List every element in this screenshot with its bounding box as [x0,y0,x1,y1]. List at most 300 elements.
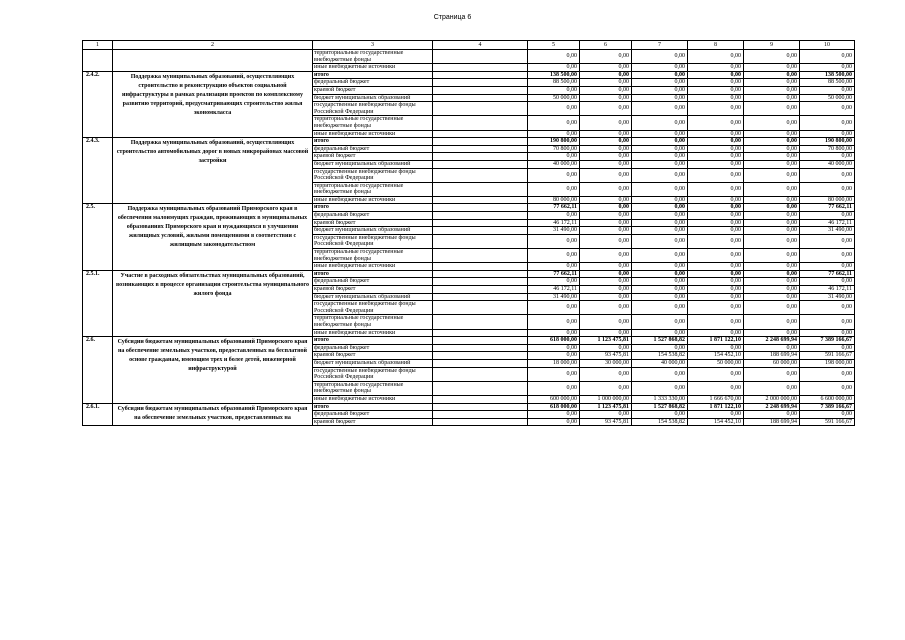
amount-cell: 0,00 [744,367,800,381]
funding-source: государственные внебюджетные фонды Российской Федерации [313,234,433,248]
row-code [83,50,113,72]
row-code: 2.4.3. [83,138,113,204]
amount-cell: 0,00 [688,94,744,102]
table-row [83,204,855,212]
amount-cell: 0,00 [580,153,632,161]
amount-cell: 0,00 [744,315,800,329]
amount-cell: 0,00 [688,278,744,286]
amount-cell: 77 662,11 [800,204,855,212]
funding-source: краевой бюджет [313,352,433,360]
amount-cell: 0,00 [800,64,855,72]
amount-cell [433,315,528,329]
funding-source: территориальные государственные внебюджетные фонды [313,315,433,329]
amount-cell: 0,00 [632,381,688,395]
amount-cell: 40 000,00 [528,160,580,168]
amount-cell [433,352,528,360]
amount-cell: 0,00 [632,102,688,116]
amount-cell: 190 800,00 [800,138,855,146]
amount-cell: 0,00 [688,102,744,116]
amount-cell: 0,00 [580,71,632,79]
amount-cell: 0,00 [528,234,580,248]
amount-cell: 190 800,00 [528,138,580,146]
amount-cell: 77 662,11 [800,270,855,278]
measure-name: Участие в расходных обязательствах муниципальных образований, возникающих в процессе организации строительства муниципального жилого фонда [113,270,313,336]
amount-cell: 0,00 [744,50,800,64]
amount-cell: 0,00 [744,219,800,227]
row-code: 2.6.1. [83,403,113,426]
amount-cell: 0,00 [580,102,632,116]
amount-cell: 0,00 [800,86,855,94]
amount-cell: 0,00 [580,94,632,102]
amount-cell: 0,00 [580,301,632,315]
column-number: 7 [632,41,688,50]
funding-source: территориальные государственные внебюджетные фонды [313,182,433,196]
amount-cell [433,301,528,315]
column-number-row [83,41,855,50]
funding-source: итого [313,204,433,212]
funding-source: федеральный бюджет [313,79,433,87]
amount-cell: 2 000 000,00 [744,395,800,403]
amount-cell: 0,00 [580,411,632,419]
amount-cell: 154 452,10 [688,418,744,426]
amount-cell: 0,00 [688,79,744,87]
amount-cell: 618 000,00 [528,337,580,345]
amount-cell: 0,00 [688,381,744,395]
amount-cell: 1 000 000,00 [580,395,632,403]
amount-cell: 0,00 [632,64,688,72]
amount-cell: 0,00 [800,315,855,329]
amount-cell: 31 490,00 [528,227,580,235]
amount-cell: 198 000,00 [800,359,855,367]
amount-cell [433,219,528,227]
funding-source: федеральный бюджет [313,145,433,153]
amount-cell: 70 800,00 [800,145,855,153]
amount-cell: 0,00 [744,168,800,182]
amount-cell: 154 452,10 [688,352,744,360]
amount-cell [433,64,528,72]
amount-cell: 0,00 [744,381,800,395]
amount-cell: 600 000,00 [528,395,580,403]
amount-cell: 0,00 [632,50,688,64]
page-header: Страница 6 [433,14,472,21]
amount-cell: 0,00 [580,145,632,153]
amount-cell: 0,00 [800,367,855,381]
amount-cell: 138 500,00 [800,71,855,79]
amount-cell: 591 166,67 [800,352,855,360]
amount-cell: 0,00 [528,50,580,64]
amount-cell: 0,00 [580,79,632,87]
amount-cell: 93 475,81 [580,352,632,360]
amount-cell: 0,00 [528,344,580,352]
column-number: 6 [580,41,632,50]
amount-cell: 0,00 [580,212,632,220]
funding-source: иные внебюджетные источники [313,329,433,337]
amount-cell: 0,00 [688,160,744,168]
funding-source: государственные внебюджетные фонды Российской Федерации [313,367,433,381]
amount-cell: 1 871 122,10 [688,337,744,345]
amount-cell: 0,00 [744,102,800,116]
table-row [83,138,855,146]
amount-cell: 0,00 [580,160,632,168]
amount-cell [433,145,528,153]
amount-cell: 0,00 [632,116,688,130]
amount-cell: 0,00 [528,367,580,381]
amount-cell: 0,00 [800,116,855,130]
funding-source: федеральный бюджет [313,411,433,419]
amount-cell: 0,00 [800,329,855,337]
column-number: 3 [313,41,433,50]
amount-cell: 2 248 699,94 [744,403,800,411]
amount-cell: 0,00 [800,411,855,419]
amount-cell: 0,00 [580,367,632,381]
amount-cell: 0,00 [800,344,855,352]
amount-cell: 138 500,00 [528,71,580,79]
amount-cell [433,403,528,411]
amount-cell [433,395,528,403]
funding-source: федеральный бюджет [313,278,433,286]
funding-source: итого [313,138,433,146]
funding-source: краевой бюджет [313,219,433,227]
funding-source: иные внебюджетные источники [313,395,433,403]
amount-cell: 0,00 [632,249,688,263]
amount-cell: 1 333 330,00 [632,395,688,403]
funding-source: краевой бюджет [313,418,433,426]
amount-cell: 0,00 [688,286,744,294]
amount-cell: 31 490,00 [528,293,580,301]
amount-cell [433,212,528,220]
amount-cell: 0,00 [632,94,688,102]
amount-cell: 77 662,11 [528,270,580,278]
amount-cell: 40 000,00 [800,160,855,168]
amount-cell [433,270,528,278]
amount-cell: 46 172,11 [800,286,855,294]
amount-cell: 1 123 475,81 [580,337,632,345]
amount-cell: 0,00 [528,153,580,161]
amount-cell: 0,00 [744,79,800,87]
amount-cell: 0,00 [688,270,744,278]
amount-cell: 0,00 [528,249,580,263]
amount-cell: 0,00 [580,381,632,395]
amount-cell: 0,00 [632,278,688,286]
amount-cell: 0,00 [580,249,632,263]
amount-cell [433,130,528,138]
amount-cell [433,116,528,130]
funding-source: бюджет муниципальных образований [313,293,433,301]
amount-cell: 0,00 [528,278,580,286]
amount-cell: 1 666 670,00 [688,395,744,403]
amount-cell: 0,00 [632,301,688,315]
amount-cell: 0,00 [688,182,744,196]
amount-cell: 0,00 [632,71,688,79]
amount-cell: 0,00 [632,145,688,153]
amount-cell: 0,00 [632,204,688,212]
funding-source: иные внебюджетные источники [313,196,433,204]
row-code: 2.6. [83,337,113,403]
amount-cell: 188 699,94 [744,418,800,426]
amount-cell: 0,00 [688,411,744,419]
amount-cell: 0,00 [688,219,744,227]
amount-cell: 0,00 [744,116,800,130]
column-number: 2 [113,41,313,50]
amount-cell: 0,00 [528,86,580,94]
amount-cell: 0,00 [528,352,580,360]
amount-cell: 1 527 868,82 [632,337,688,345]
amount-cell: 0,00 [744,153,800,161]
funding-source: территориальные государственные внебюджетные фонды [313,50,433,64]
amount-cell: 0,00 [800,102,855,116]
amount-cell: 0,00 [688,367,744,381]
amount-cell: 0,00 [632,293,688,301]
amount-cell: 0,00 [632,79,688,87]
amount-cell: 0,00 [744,411,800,419]
amount-cell: 0,00 [744,94,800,102]
amount-cell [433,263,528,271]
measure-name: Поддержка муниципальных образований, осуществляющих строительство и реконструкцию объектов социальной инфраструктуры в рамках реализации проектов по комплексному развитию территорий, предусматривающих строительство жилья экономкласса [113,71,313,137]
funding-source: краевой бюджет [313,286,433,294]
amount-cell: 0,00 [632,182,688,196]
amount-cell: 50 000,00 [800,94,855,102]
budget-table [82,40,855,426]
amount-cell: 0,00 [632,315,688,329]
amount-cell [433,102,528,116]
amount-cell: 0,00 [528,64,580,72]
amount-cell: 0,00 [688,116,744,130]
funding-source: иные внебюджетные источники [313,64,433,72]
amount-cell: 0,00 [688,249,744,263]
column-number: 10 [800,41,855,50]
funding-source: государственные внебюджетные фонды Российской Федерации [313,102,433,116]
amount-cell [433,153,528,161]
measure-name [113,50,313,72]
amount-cell: 0,00 [744,227,800,235]
amount-cell: 0,00 [580,168,632,182]
amount-cell: 31 490,00 [800,293,855,301]
amount-cell: 0,00 [632,270,688,278]
amount-cell: 0,00 [688,234,744,248]
amount-cell [433,182,528,196]
amount-cell: 0,00 [800,212,855,220]
amount-cell: 0,00 [800,153,855,161]
column-number: 5 [528,41,580,50]
amount-cell: 0,00 [632,219,688,227]
amount-cell: 154 538,82 [632,418,688,426]
amount-cell: 0,00 [688,64,744,72]
amount-cell: 0,00 [688,145,744,153]
amount-cell: 0,00 [580,227,632,235]
amount-cell: 0,00 [800,249,855,263]
amount-cell: 0,00 [580,293,632,301]
amount-cell [433,293,528,301]
amount-cell: 0,00 [528,168,580,182]
amount-cell: 0,00 [688,315,744,329]
amount-cell: 0,00 [528,263,580,271]
amount-cell: 0,00 [580,116,632,130]
amount-cell: 0,00 [580,278,632,286]
amount-cell: 0,00 [688,263,744,271]
amount-cell: 1 123 475,81 [580,403,632,411]
amount-cell: 88 500,00 [800,79,855,87]
amount-cell: 0,00 [632,286,688,294]
amount-cell: 0,00 [744,234,800,248]
table-row [83,337,855,345]
amount-cell: 0,00 [800,168,855,182]
amount-cell: 0,00 [632,411,688,419]
amount-cell: 0,00 [580,130,632,138]
column-number: 9 [744,41,800,50]
amount-cell: 0,00 [688,71,744,79]
amount-cell: 0,00 [744,196,800,204]
amount-cell [433,86,528,94]
funding-source: территориальные государственные внебюджетные фонды [313,249,433,263]
amount-cell: 0,00 [744,145,800,153]
amount-cell: 0,00 [580,286,632,294]
amount-cell: 0,00 [632,263,688,271]
amount-cell: 0,00 [744,329,800,337]
amount-cell: 154 538,82 [632,352,688,360]
amount-cell: 1 527 868,82 [632,403,688,411]
row-code: 2.5.1. [83,270,113,336]
amount-cell: 0,00 [528,130,580,138]
amount-cell [433,79,528,87]
amount-cell: 18 000,00 [528,359,580,367]
funding-source: государственные внебюджетные фонды Российской Федерации [313,301,433,315]
amount-cell: 0,00 [800,381,855,395]
amount-cell: 7 389 166,67 [800,403,855,411]
amount-cell: 0,00 [528,301,580,315]
funding-source: итого [313,71,433,79]
amount-cell: 0,00 [632,196,688,204]
amount-cell: 70 800,00 [528,145,580,153]
amount-cell: 50 000,00 [528,94,580,102]
amount-cell: 77 662,11 [528,204,580,212]
amount-cell: 0,00 [528,182,580,196]
amount-cell: 0,00 [528,329,580,337]
amount-cell: 46 172,11 [800,219,855,227]
amount-cell: 88 500,00 [528,79,580,87]
amount-cell: 40 000,00 [632,359,688,367]
amount-cell: 0,00 [744,263,800,271]
amount-cell: 31 490,00 [800,227,855,235]
amount-cell: 0,00 [688,168,744,182]
amount-cell: 0,00 [528,381,580,395]
funding-source: федеральный бюджет [313,212,433,220]
funding-source: территориальные государственные внебюджетные фонды [313,381,433,395]
amount-cell: 0,00 [580,86,632,94]
amount-cell: 60 000,00 [744,359,800,367]
amount-cell: 0,00 [744,344,800,352]
amount-cell [433,196,528,204]
amount-cell [433,367,528,381]
amount-cell [433,286,528,294]
funding-source: бюджет муниципальных образований [313,94,433,102]
amount-cell: 0,00 [632,168,688,182]
amount-cell: 0,00 [744,182,800,196]
measure-name: Поддержка муниципальных образований, осуществляющих строительство автомобильных дорог в новых микрорайонах массовой застройки [113,138,313,204]
amount-cell [433,418,528,426]
row-code: 2.5. [83,204,113,270]
amount-cell: 0,00 [688,130,744,138]
amount-cell: 0,00 [744,86,800,94]
amount-cell: 0,00 [580,64,632,72]
amount-cell: 0,00 [632,153,688,161]
amount-cell: 0,00 [688,227,744,235]
table-row [83,270,855,278]
amount-cell: 0,00 [632,367,688,381]
amount-cell: 0,00 [744,160,800,168]
amount-cell [433,344,528,352]
amount-cell: 0,00 [744,293,800,301]
amount-cell: 0,00 [632,160,688,168]
amount-cell [433,249,528,263]
amount-cell: 0,00 [632,329,688,337]
amount-cell [433,411,528,419]
amount-cell [433,71,528,79]
funding-source: федеральный бюджет [313,344,433,352]
amount-cell: 0,00 [800,130,855,138]
amount-cell: 0,00 [688,196,744,204]
table-row [83,71,855,79]
amount-cell: 0,00 [580,234,632,248]
amount-cell: 0,00 [744,286,800,294]
amount-cell: 30 000,00 [580,359,632,367]
amount-cell: 0,00 [580,263,632,271]
amount-cell [433,204,528,212]
amount-cell: 0,00 [744,212,800,220]
amount-cell: 0,00 [528,102,580,116]
amount-cell: 2 248 699,94 [744,337,800,345]
table-row [83,50,855,64]
funding-source: иные внебюджетные источники [313,130,433,138]
amount-cell: 0,00 [580,196,632,204]
amount-cell: 0,00 [580,50,632,64]
funding-source: иные внебюджетные источники [313,263,433,271]
table-row [83,403,855,411]
amount-cell: 0,00 [800,301,855,315]
amount-cell: 0,00 [744,204,800,212]
funding-source: краевой бюджет [313,153,433,161]
amount-cell: 0,00 [580,344,632,352]
amount-cell: 0,00 [688,301,744,315]
amount-cell: 7 389 166,67 [800,337,855,345]
amount-cell: 591 166,67 [800,418,855,426]
amount-cell: 0,00 [688,344,744,352]
amount-cell: 0,00 [744,130,800,138]
amount-cell [433,329,528,337]
amount-cell: 0,00 [800,182,855,196]
funding-source: итого [313,337,433,345]
amount-cell: 0,00 [528,315,580,329]
amount-cell: 0,00 [688,293,744,301]
amount-cell: 0,00 [744,278,800,286]
amount-cell [433,381,528,395]
amount-cell: 0,00 [632,130,688,138]
funding-source: территориальные государственные внебюджетные фонды [313,116,433,130]
amount-cell [433,138,528,146]
amount-cell: 0,00 [580,315,632,329]
funding-source: итого [313,403,433,411]
amount-cell: 0,00 [580,204,632,212]
amount-cell [433,94,528,102]
column-number: 8 [688,41,744,50]
amount-cell: 0,00 [528,116,580,130]
amount-cell: 0,00 [800,234,855,248]
amount-cell: 1 871 122,10 [688,403,744,411]
amount-cell: 0,00 [632,212,688,220]
amount-cell: 0,00 [528,212,580,220]
amount-cell: 6 600 000,00 [800,395,855,403]
amount-cell: 80 000,00 [800,196,855,204]
funding-source: итого [313,270,433,278]
